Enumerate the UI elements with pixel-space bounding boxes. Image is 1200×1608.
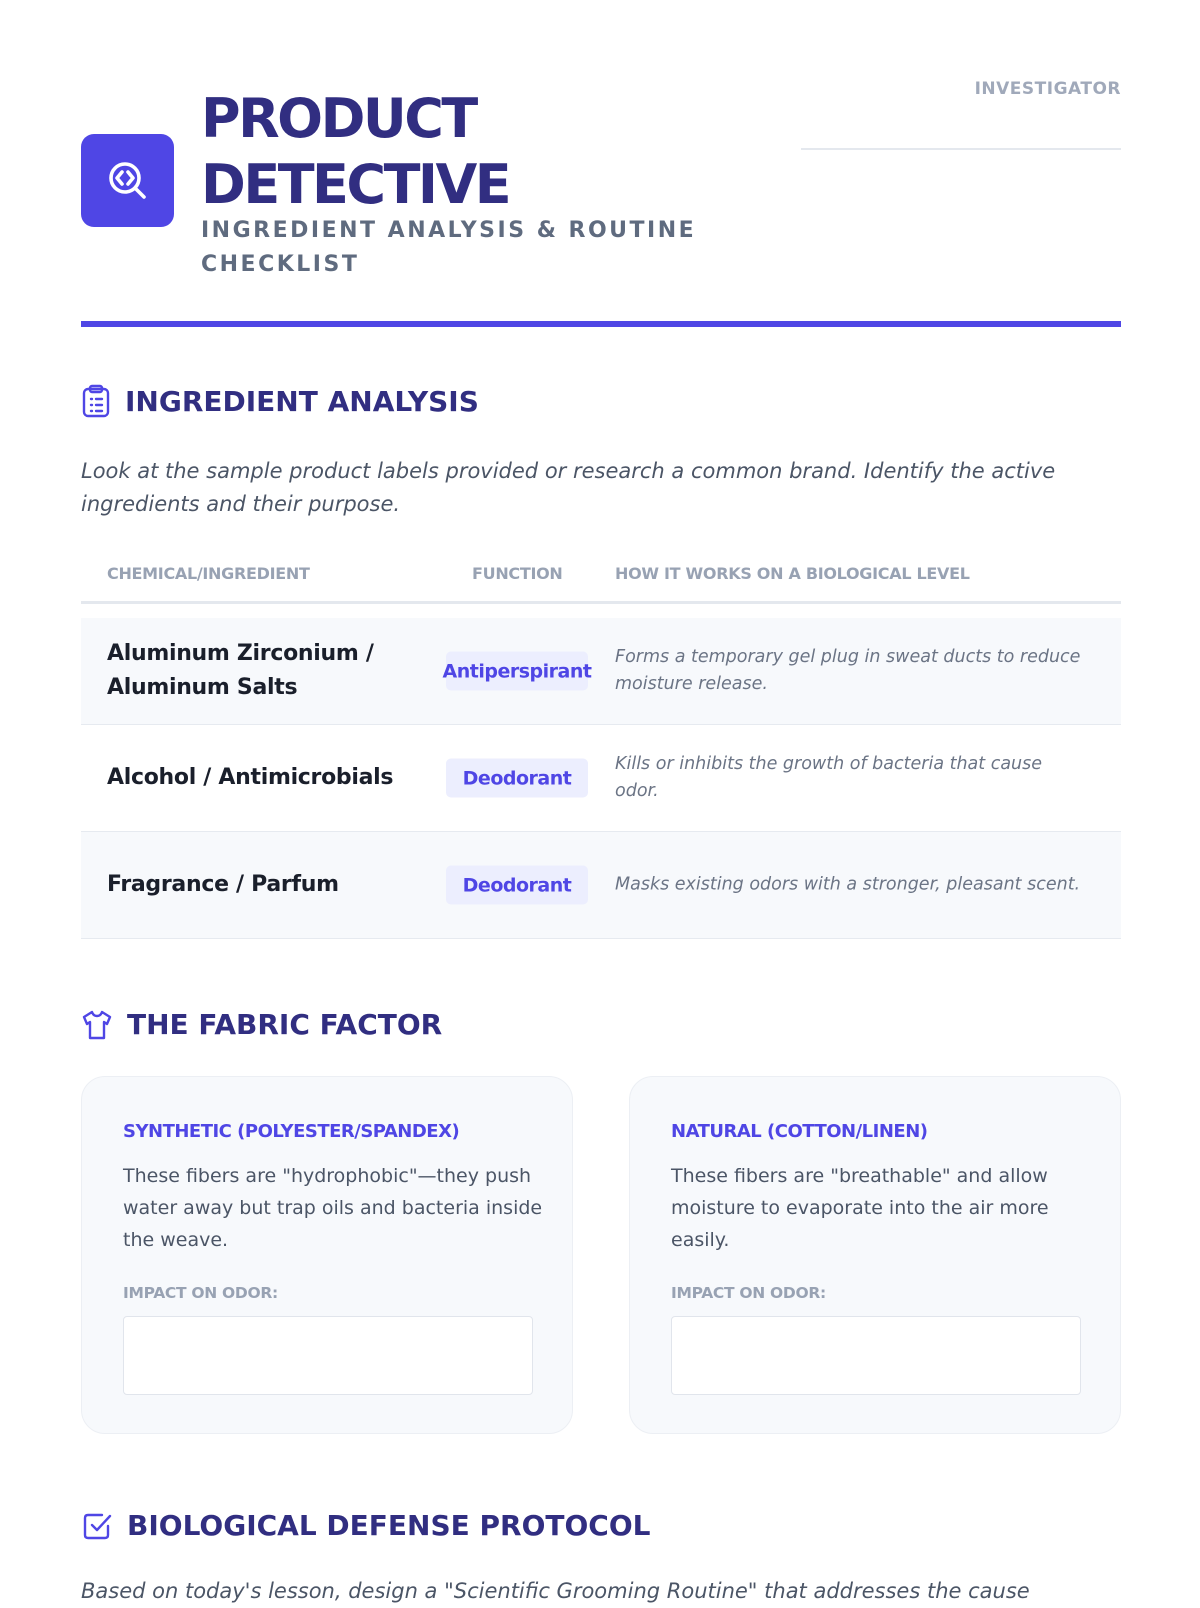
section-title: BIOLOGICAL DEFENSE PROTOCOL	[127, 1509, 651, 1542]
page-title	[201, 86, 509, 218]
impact-answer-field[interactable]	[671, 1316, 1081, 1395]
magnifier-code-icon	[81, 134, 174, 227]
impact-answer-field[interactable]	[123, 1316, 533, 1395]
mechanism-text: Forms a temporary gel plug in sweat ducts to reduce moisture release.	[615, 647, 1081, 694]
column-header-function: FUNCTION	[472, 564, 563, 583]
ingredient-analysis-heading	[81, 384, 479, 418]
shirt-icon	[81, 1009, 113, 1041]
ingredient-table	[81, 555, 1121, 939]
investigator-label: INVESTIGATOR	[974, 79, 1121, 99]
card-title: SYNTHETIC (POLYESTER/SPANDEX)	[123, 1121, 460, 1142]
fabric-card-natural	[629, 1076, 1121, 1434]
table-header	[81, 555, 1121, 604]
title-line-2: DETECTIVE	[201, 153, 510, 216]
checkbox-icon	[81, 1510, 113, 1542]
column-header-mechanism: HOW IT WORKS ON A BIOLOGICAL LEVEL	[615, 564, 970, 583]
table-row	[81, 618, 1121, 725]
column-header-ingredient: CHEMICAL/INGREDIENT	[107, 564, 310, 583]
table-row	[81, 832, 1121, 939]
card-text: These fibers are "breathable" and allow moisture to evaporate into the air more easily.	[671, 1165, 1049, 1251]
table-row	[81, 725, 1121, 832]
fabric-factor-heading	[81, 1008, 442, 1041]
investigator-input-line[interactable]	[801, 148, 1121, 150]
fabric-card-synthetic	[81, 1076, 573, 1434]
worksheet-header	[81, 79, 1121, 286]
mechanism-text: Kills or inhibits the growth of bacteria that cause odor.	[615, 754, 1043, 801]
section-title: THE FABRIC FACTOR	[127, 1008, 443, 1041]
function-badge: Antiperspirant	[446, 652, 588, 691]
ingredient-name: Aluminum Zirconium / Aluminum Salts	[107, 641, 374, 700]
defense-protocol-intro: Based on today's lesson, design a "Scientific Grooming Routine" that addresses the cause	[81, 1579, 1030, 1603]
function-badge: Deodorant	[446, 866, 588, 905]
section-title: INGREDIENT ANALYSIS	[125, 384, 479, 418]
card-title: NATURAL (COTTON/LINEN)	[671, 1121, 928, 1142]
investigator-field	[801, 79, 1121, 150]
ingredient-name: Fragrance / Parfum	[107, 872, 339, 897]
ingredient-analysis-intro: Look at the sample product labels provided or research a common brand. Identify the active ingredients and their purpose.	[81, 459, 1056, 516]
mechanism-text: Masks existing odors with a stronger, pleasant scent.	[615, 874, 1081, 895]
clipboard-icon	[81, 384, 111, 418]
title-line-1: PRODUCT	[201, 87, 476, 150]
header-divider	[81, 321, 1121, 327]
card-text: These fibers are "hydrophobic"—they push water away but trap oils and bacteria inside the weave.	[123, 1165, 543, 1251]
ingredient-name: Alcohol / Antimicrobials	[107, 765, 394, 790]
page-subtitle: INGREDIENT ANALYSIS & ROUTINE CHECKLIST	[201, 218, 697, 277]
function-badge: Deodorant	[446, 759, 588, 798]
impact-label: IMPACT ON ODOR:	[123, 1284, 278, 1302]
impact-label: IMPACT ON ODOR:	[671, 1284, 826, 1302]
defense-protocol-heading	[81, 1509, 651, 1542]
